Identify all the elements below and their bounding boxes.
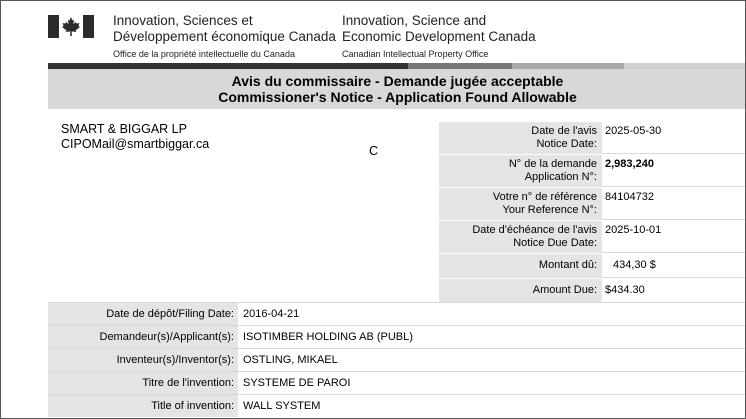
details-value: OSTLING, MIKAEL [243,354,338,366]
header-en-office: Canadian Intellectual Property Office [342,49,489,59]
details-row [48,325,746,348]
info-label-fr: N° de la demande [508,158,597,170]
info-row-notice-date [439,122,746,155]
info-label [439,155,602,187]
addressee-name: SMART & BIGGAR LP [61,122,187,136]
info-label [439,221,602,253]
info-label: Montant dû: [439,254,602,278]
details-row [48,348,746,371]
info-label-en: Notice Due Date: [513,237,597,249]
info-label-en: Application N°: [524,171,597,183]
info-label-fr: Date de l'avis [531,125,597,137]
header-fr-line2: Développement économique Canada [113,29,336,44]
info-label [439,188,602,220]
details-row [48,302,746,325]
header-french [113,13,336,60]
details-label: Inventeur(s)/Inventor(s): [48,349,238,371]
canada-flag-icon [48,15,94,38]
info-row-reference-number [439,188,746,221]
details-label: Title of invention: [48,395,238,417]
addressee-email: CIPOMail@smartbiggar.ca [61,137,210,151]
header-en-line1: Innovation, Science and [342,13,487,28]
details-value: SYSTEME DE PAROI [243,377,351,389]
header-fr-office: Office de la propriété intellectuelle du Canada [113,49,295,59]
notice-info-table [439,122,746,304]
info-label: Amount Due: [439,279,602,303]
info-value: 434,30 $ [602,254,746,278]
details-value: ISOTIMBER HOLDING AB (PUBL) [243,331,413,343]
header-en-line2: Economic Development Canada [342,29,536,44]
notice-title-en: Commissioner's Notice - Application Found Allowable [218,89,577,105]
addressee-block [61,122,209,152]
info-row-due-date [439,221,746,254]
details-label: Demandeur(s)/Applicant(s): [48,326,238,348]
info-value: 2025-10-01 [602,221,746,253]
notice-title-fr: Avis du commissaire - Demande jugée acceptable [231,73,564,89]
info-row-amount-due-fr [439,254,746,279]
details-label: Date de dépôt/Filing Date: [48,303,238,325]
details-value: 2016-04-21 [243,308,300,320]
info-label [439,122,602,154]
details-row [48,371,746,394]
info-label-fr: Date d'échéance de l'avis [472,224,597,236]
info-value: $434.30 [602,279,746,303]
info-value: 84104732 [602,188,746,220]
details-label: Titre de l'invention: [48,372,238,394]
info-label-en: Your Reference N°: [502,204,597,216]
info-value: 2025-05-30 [602,122,746,154]
addressee-mark: C [369,144,379,158]
notice-title [48,69,746,109]
info-value: 2,983,240 [602,155,746,187]
info-row-amount-due-en [439,279,746,304]
details-row [48,394,746,417]
header-fr-line1: Innovation, Sciences et [113,13,253,28]
info-row-application-number [439,155,746,188]
application-details-table [48,302,746,417]
info-label-en: Notice Date: [536,138,597,150]
header-english [342,13,536,60]
info-label-fr: Votre n° de référence [492,191,597,203]
details-value: WALL SYSTEM [243,400,321,412]
